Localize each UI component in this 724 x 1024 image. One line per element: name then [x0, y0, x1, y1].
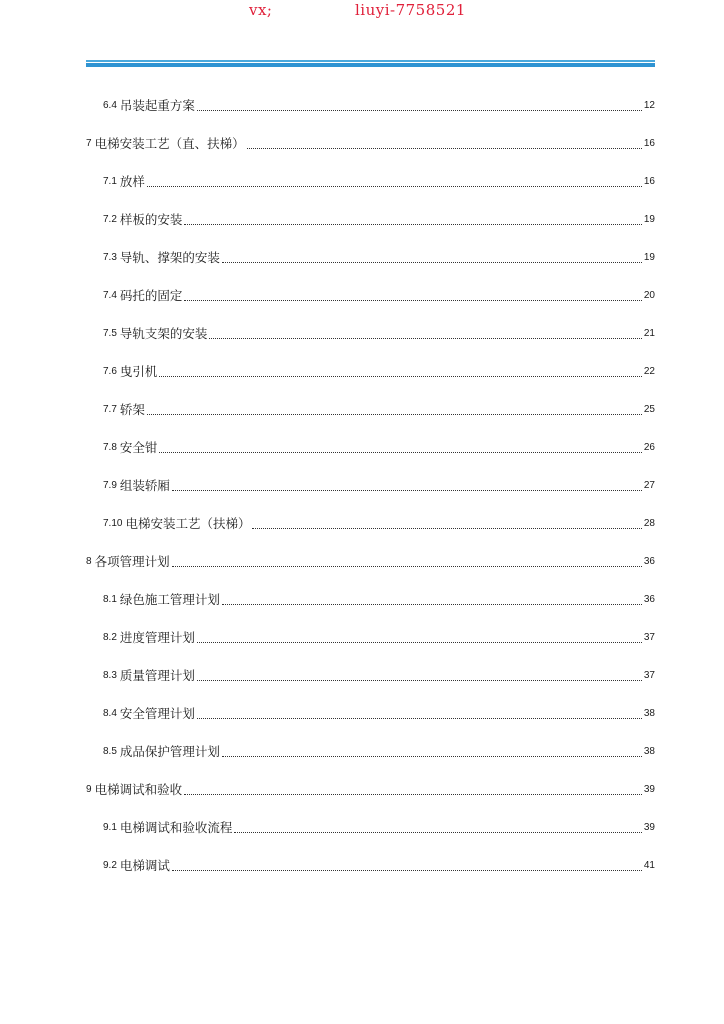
toc-dot-leader — [197, 642, 642, 643]
toc-entry-title: 导轨、撑架的安装 — [119, 250, 220, 265]
toc-section-entry[interactable] — [86, 239, 655, 277]
toc-section-entry[interactable] — [86, 315, 655, 353]
toc-entry-number: 8.1 — [103, 594, 117, 605]
toc-entry-number: 7.8 — [103, 442, 117, 453]
toc-entry-number: 7 — [86, 138, 92, 149]
toc-section-entry[interactable] — [86, 277, 655, 315]
toc-page-number: 36 — [643, 594, 655, 605]
toc-entry-number: 8.4 — [103, 708, 117, 719]
toc-page-number: 25 — [643, 404, 655, 415]
toc-entry-number: 7.7 — [103, 404, 117, 415]
toc-entry-number: 8.2 — [103, 632, 117, 643]
toc-page-number: 19 — [643, 252, 655, 263]
toc-entry-number: 7.1 — [103, 176, 117, 187]
toc-dot-leader — [184, 300, 641, 301]
toc-entry-number: 8.3 — [103, 670, 117, 681]
toc-entry-title: 安全钳 — [119, 440, 158, 455]
toc-page-number: 16 — [643, 176, 655, 187]
toc-entry-title: 电梯安装工艺（直、扶梯） — [94, 136, 245, 151]
watermark — [0, 0, 724, 24]
toc-page-number: 21 — [643, 328, 655, 339]
toc-entry-title: 电梯调试和验收 — [94, 782, 183, 797]
toc-section-entry[interactable] — [86, 87, 655, 125]
toc-section-entry[interactable] — [86, 695, 655, 733]
toc-dot-leader — [197, 680, 642, 681]
toc-section-entry[interactable] — [86, 201, 655, 239]
toc-entry-title: 吊装起重方案 — [119, 98, 195, 113]
toc-entry-number: 8.5 — [103, 746, 117, 757]
toc-dot-leader — [247, 148, 642, 149]
toc-dot-leader — [222, 262, 642, 263]
toc-section-entry[interactable] — [86, 353, 655, 391]
toc-entry-title: 码托的固定 — [119, 288, 183, 303]
toc-page-number: 38 — [643, 708, 655, 719]
toc-dot-leader — [252, 528, 641, 529]
toc-chapter-entry[interactable] — [86, 771, 655, 809]
toc-page-number: 27 — [643, 480, 655, 491]
toc-entry-number: 7.6 — [103, 366, 117, 377]
toc-page-number: 22 — [643, 366, 655, 377]
toc-chapter-entry[interactable] — [86, 125, 655, 163]
toc-section-entry[interactable] — [86, 657, 655, 695]
toc-entry-title: 电梯调试 — [119, 858, 170, 873]
toc-entry-title: 轿架 — [119, 402, 145, 417]
toc-entry-number: 7.5 — [103, 328, 117, 339]
toc-entry-number: 7.9 — [103, 480, 117, 491]
toc-entry-title: 样板的安装 — [119, 212, 183, 227]
toc-dot-leader — [209, 338, 641, 339]
toc-section-entry[interactable] — [86, 429, 655, 467]
toc-section-entry[interactable] — [86, 733, 655, 771]
toc-entry-title: 安全管理计划 — [119, 706, 195, 721]
toc-page-number: 37 — [643, 670, 655, 681]
toc-page-number: 28 — [643, 518, 655, 529]
toc-section-entry[interactable] — [86, 163, 655, 201]
toc-entry-title: 绿色施工管理计划 — [119, 592, 220, 607]
toc-dot-leader — [197, 110, 642, 111]
toc-entry-title: 成品保护管理计划 — [119, 744, 220, 759]
toc-dot-leader — [172, 490, 642, 491]
toc-dot-leader — [184, 794, 642, 795]
toc-entry-number: 6.4 — [103, 100, 117, 111]
toc-dot-leader — [222, 756, 642, 757]
header-divider — [86, 60, 655, 67]
toc-entry-number: 7.3 — [103, 252, 117, 263]
toc-section-entry[interactable] — [86, 847, 655, 885]
toc-page-number: 20 — [643, 290, 655, 301]
header-divider-thin — [86, 60, 655, 62]
toc-page-number: 19 — [643, 214, 655, 225]
header-divider-thick — [86, 63, 655, 67]
toc-entry-title: 电梯安装工艺（扶梯） — [125, 516, 251, 531]
toc-chapter-entry[interactable] — [86, 543, 655, 581]
toc-entry-title: 曳引机 — [119, 364, 158, 379]
toc-entry-number: 8 — [86, 556, 92, 567]
toc-dot-leader — [172, 870, 642, 871]
toc-section-entry[interactable] — [86, 581, 655, 619]
toc-page-number: 41 — [643, 860, 655, 871]
toc-section-entry[interactable] — [86, 467, 655, 505]
table-of-contents — [86, 87, 655, 885]
toc-entry-title: 放样 — [119, 174, 145, 189]
toc-dot-leader — [197, 718, 642, 719]
toc-section-entry[interactable] — [86, 619, 655, 657]
toc-dot-leader — [159, 452, 641, 453]
toc-entry-number: 9 — [86, 784, 92, 795]
toc-dot-leader — [172, 566, 642, 567]
toc-entry-number: 9.2 — [103, 860, 117, 871]
toc-page-number: 38 — [643, 746, 655, 757]
toc-page-number: 16 — [643, 138, 655, 149]
toc-entry-number: 7.4 — [103, 290, 117, 301]
toc-page-number: 39 — [643, 822, 655, 833]
toc-section-entry[interactable] — [86, 391, 655, 429]
toc-dot-leader — [159, 376, 641, 377]
toc-entry-title: 电梯调试和验收流程 — [119, 820, 233, 835]
toc-entry-title: 各项管理计划 — [94, 554, 170, 569]
toc-entry-title: 组装轿厢 — [119, 478, 170, 493]
toc-dot-leader — [184, 224, 641, 225]
toc-entry-number: 7.10 — [103, 518, 123, 529]
watermark-contact-label: vx; — [249, 1, 273, 19]
toc-dot-leader — [222, 604, 642, 605]
toc-entry-title: 导轨支架的安装 — [119, 326, 208, 341]
toc-entry-number: 9.1 — [103, 822, 117, 833]
watermark-contact-id: liuyi-7758521 — [355, 1, 466, 19]
toc-page-number: 36 — [643, 556, 655, 567]
toc-page-number: 37 — [643, 632, 655, 643]
toc-entry-number: 7.2 — [103, 214, 117, 225]
toc-page-number: 39 — [643, 784, 655, 795]
toc-page-number: 26 — [643, 442, 655, 453]
toc-entry-title: 质量管理计划 — [119, 668, 195, 683]
toc-dot-leader — [147, 414, 642, 415]
toc-page-number: 12 — [643, 100, 655, 111]
toc-dot-leader — [234, 832, 641, 833]
toc-section-entry[interactable] — [86, 505, 655, 543]
toc-entry-title: 进度管理计划 — [119, 630, 195, 645]
toc-section-entry[interactable] — [86, 809, 655, 847]
toc-dot-leader — [147, 186, 642, 187]
